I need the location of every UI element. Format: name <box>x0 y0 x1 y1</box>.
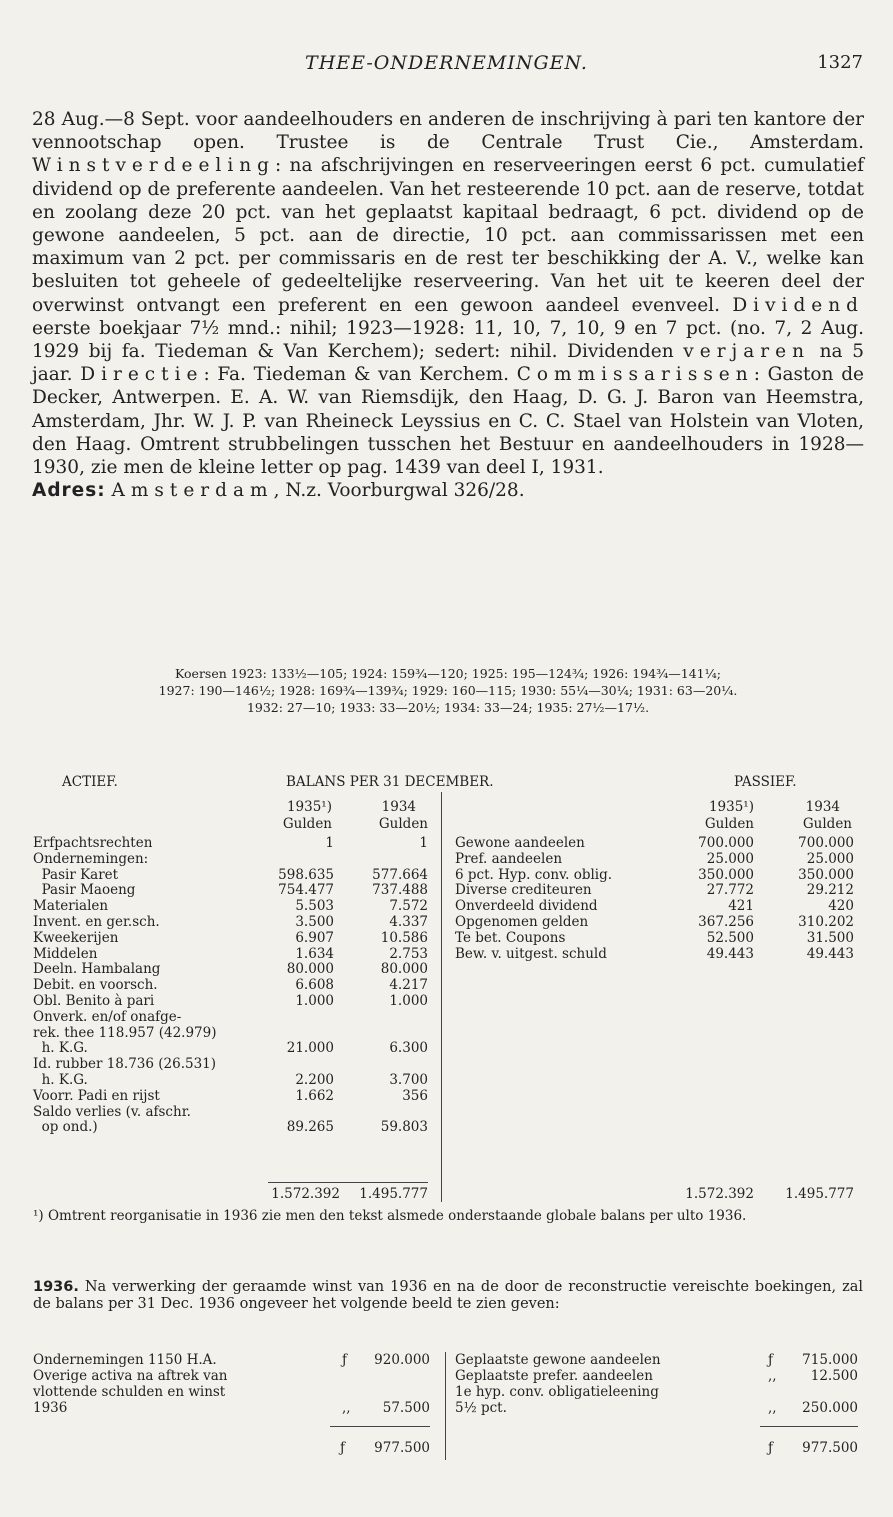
balance-1936-left-value: 57.500 <box>382 1400 430 1416</box>
winst-label: Winstverdeeling <box>32 155 276 177</box>
passief-row-1934: 350.000 <box>798 866 854 883</box>
actief-col2-unit: Gulden <box>378 816 428 832</box>
actief-row-1934: 80.000 <box>380 961 428 978</box>
actief-row-1935: 5.503 <box>295 898 334 915</box>
balance-1936-left-rule <box>330 1426 430 1427</box>
actief-row-label: Middelen <box>33 945 98 962</box>
adres-city: Amsterdam <box>111 480 274 502</box>
koersen-block <box>30 665 866 716</box>
passief-row-label: Bew. v. uitgest. schuld <box>455 945 607 962</box>
dividend-label: Dividend <box>732 294 864 316</box>
actief-row-label: Kweekerijen <box>33 929 119 946</box>
passief-total-1935: 1.572.392 <box>685 1186 754 1202</box>
actief-row-1935: 1.662 <box>295 1087 334 1104</box>
actief-row-label: Debit. en voorsch. <box>33 977 158 994</box>
passief-row-1935: 27.772 <box>706 882 754 899</box>
company-description <box>32 108 864 502</box>
actief-title: ACTIEF. <box>62 774 118 790</box>
commissarissen-label: Commissarissen <box>516 364 754 386</box>
koersen-line: 1927: 190—146½; 1928: 169¾—139¾; 1929: 160—115; 1930: 55¼—30¼; 1931: 63—20¼. <box>158 683 738 698</box>
passief-row-1934: 25.000 <box>806 850 854 867</box>
actief-row-1934: 3.700 <box>389 1072 428 1088</box>
actief-row-label: Erfpachtsrechten <box>33 835 153 851</box>
balance-1936-left-label: vlottende schulden en winst <box>33 1384 226 1400</box>
balance-1936-left-currency: ƒ <box>342 1352 347 1368</box>
passief-title: PASSIEF. <box>734 774 797 790</box>
actief-row-1934: 2.753 <box>389 945 428 962</box>
actief-row-1934: 7.572 <box>389 898 428 915</box>
intro-p6: : Gaston de Decker, Antwerpen. E. A. W. van Riemsdijk, den Haag, D. G. J. Baron van Heemstra, Amsterdam, Jhr. W. J. P. van Rheineck Leyssius en C. C. Stael van Holstein van Vloten, den Haag. Omtrent strubbelingen tusschen het Bestuur en aandeelhouders in 1928—1930, zie men de kleine letter op pag. 1439 van deel I, 1931. <box>32 364 864 479</box>
adres-label: Adres: <box>32 480 106 502</box>
passief-row-1935: 700.000 <box>698 835 754 851</box>
actief-row-1934: 59.803 <box>380 1119 428 1136</box>
balance-1936-right-value: 12.500 <box>810 1368 858 1384</box>
verjaren-label: verjaren <box>683 341 811 363</box>
actief-row-1935: 1 <box>325 835 334 851</box>
balance-1936-right-label: 1e hyp. conv. obligatieleening <box>455 1384 659 1400</box>
passief-col1-year: 1935¹) <box>708 799 754 815</box>
intro-p3: eerste boekjaar 7½ mnd.: nihil; 1923—1928: 11, 10, 7, 10, 9 en 7 pct. (no. 7, 2 Aug. 1929 bij fa. Tiedeman & Van Kerchem); sedert: nihil. Dividenden <box>32 317 864 363</box>
actief-row-label: rek. thee 118.957 (42.979) <box>33 1024 217 1041</box>
balance-1936-right-currency: ,, <box>768 1400 777 1416</box>
actief-row-label: Ondernemingen: <box>33 850 149 867</box>
passief-row-label: Opgenomen gelden <box>455 914 589 930</box>
balance-1936-right-label: Geplaatste gewone aandeelen <box>455 1352 661 1368</box>
passief-row-label: Gewone aandeelen <box>455 835 585 851</box>
intro-p4: na 5 jaar. <box>32 341 864 386</box>
balance-1936-right-currency: ,, <box>768 1368 777 1384</box>
balance-1936-right-value: 715.000 <box>802 1352 858 1368</box>
actief-row-1934: 4.337 <box>389 914 428 930</box>
year-1936: 1936. <box>33 1279 79 1295</box>
actief-row-label: Invent. en ger.sch. <box>33 914 160 930</box>
actief-row-1934: 1 <box>419 835 428 851</box>
page-header <box>0 52 893 82</box>
actief-row-label: Saldo verlies (v. afschr. <box>33 1103 191 1120</box>
actief-row-1935: 21.000 <box>286 1040 334 1057</box>
passief-row-1935: 421 <box>728 898 754 915</box>
passief-row-1935: 350.000 <box>698 866 754 883</box>
actief-row-1935: 89.265 <box>286 1119 334 1136</box>
actief-row-label: h. K.G. <box>33 1040 88 1057</box>
actief-row-1935: 2.200 <box>295 1072 334 1088</box>
balance-1936-right-total-currency: ƒ <box>768 1440 773 1456</box>
actief-row-1935: 598.635 <box>278 866 334 883</box>
passief-row-label: Te bet. Coupons <box>455 929 566 946</box>
actief-col2-year: 1934 <box>381 799 416 815</box>
balance-1936-right-rule <box>760 1426 858 1427</box>
balance-1936-left-currency: ,, <box>342 1400 351 1416</box>
balance-1936-right-total: 977.500 <box>802 1440 858 1456</box>
actief-row-1935: 6.907 <box>295 929 334 946</box>
actief-row-label: Deeln. Hambalang <box>33 961 161 978</box>
actief-col1-year: 1935¹) <box>286 799 332 815</box>
actief-row-label: h. K.G. <box>33 1072 88 1088</box>
actief-row-1935: 754.477 <box>278 882 334 899</box>
intro-p2: : na afschrijvingen en reserveeringen eerst 6 pct. cumulatief dividend op de preferente aandeelen. Van het resteerende 10 pct. aan de reserve, totdat en zoolang deze 20 pct. van het geplaatst kapitaal bedraagt, 6 pct. dividend op de gewone aandeelen, 5 pct. aan de directie, 10 pct. aan commissarissen met een maximum van 2 pct. per commissaris en de rest ter beschikking der A. V., welke kan besluiten tot geheele of gedeeltelijke reserveering. Van het uit te keeren deel der overwinst ontvangt een preferent en een gewoon aandeel evenveel. <box>32 155 864 316</box>
balance-title: BALANS PER 31 DECEMBER. <box>286 774 494 790</box>
passief-row-1934: 31.500 <box>806 929 854 946</box>
actief-row-1935: 80.000 <box>286 961 334 978</box>
intro-p5: : Fa. Tiedeman & van Kerchem. <box>203 364 509 386</box>
actief-row-1934: 4.217 <box>389 977 428 994</box>
actief-row-label: op ond.) <box>33 1119 98 1136</box>
running-title: THEE-ONDERNEMINGEN. <box>305 52 588 74</box>
actief-row-label: Id. rubber 18.736 (26.531) <box>33 1056 217 1073</box>
balance-center-rule <box>441 792 442 1202</box>
koersen-line: Koersen 1923: 133½—105; 1924: 159¾—120; 1925: 195—124¾; 1926: 194¾—141¼; <box>175 666 721 681</box>
passief-row-label: Pref. aandeelen <box>455 850 563 867</box>
passief-row-label: 6 pct. Hyp. conv. oblig. <box>455 866 613 883</box>
passief-row-1934: 310.202 <box>798 914 854 930</box>
balance-1936-right-label: 5½ pct. <box>455 1400 507 1416</box>
passief-col2-unit: Gulden <box>802 816 852 832</box>
balance-1936-left-label: 1936 <box>33 1400 68 1416</box>
paragraph-1936-text: Na verwerking der geraamde winst van 1936 en na de door de reconstructie vereischte boekingen, zal de balans per 31 Dec. 1936 ongeveer het volgende beeld te zien geven: <box>33 1279 863 1312</box>
actief-row-1934: 577.664 <box>372 866 428 883</box>
balance-1936-right-value: 250.000 <box>802 1400 858 1416</box>
passief-row-1934: 49.443 <box>806 945 854 962</box>
balance-1936-left-label: Ondernemingen 1150 H.A. <box>33 1352 217 1368</box>
balance-1936-left-total-currency: ƒ <box>340 1440 345 1456</box>
actief-row-1934: 6.300 <box>389 1040 428 1057</box>
balance-1936-left-total: 977.500 <box>374 1440 430 1456</box>
actief-row-label: Pasir Maoeng <box>33 882 136 899</box>
balance-1936-right-currency: ƒ <box>768 1352 773 1368</box>
passief-row-1935: 25.000 <box>706 850 754 867</box>
balance-1936-left-value: 920.000 <box>374 1352 430 1368</box>
adres-rest: , N.z. Voorburgwal 326/28. <box>273 480 525 502</box>
actief-row-1934: 356 <box>402 1087 428 1104</box>
actief-total-rule <box>268 1182 428 1183</box>
passief-row-label: Diverse crediteuren <box>455 882 592 899</box>
passief-col2-year: 1934 <box>805 799 840 815</box>
actief-row-label: Onverk. en/of onafge- <box>33 1008 182 1025</box>
passief-row-1934: 29.212 <box>806 882 854 899</box>
actief-total-1935: 1.572.392 <box>271 1186 340 1202</box>
actief-row-1935: 1.000 <box>295 993 334 1009</box>
passief-row-1935: 52.500 <box>706 929 754 946</box>
passief-row-1934: 700.000 <box>798 835 854 851</box>
passief-row-label: Onverdeeld dividend <box>455 898 598 915</box>
intro-p1: 28 Aug.—8 Sept. voor aandeelhouders en anderen de inschrijving à pari ten kantore der vennootschap open. Trustee is de Centrale Trust Cie., Amsterdam. <box>32 109 864 154</box>
balance-1936-left-label: Overige activa na aftrek van <box>33 1368 228 1384</box>
balance-1936-rule <box>445 1352 446 1460</box>
actief-row-label: Obl. Benito à pari <box>33 993 155 1009</box>
koersen-line: 1932: 27—10; 1933: 33—20½; 1934: 33—24; 1935: 27½—17½. <box>246 700 650 715</box>
actief-row-1934: 1.000 <box>389 993 428 1009</box>
balance-1936-right-label: Geplaatste prefer. aandeelen <box>455 1368 653 1384</box>
actief-row-1934: 10.586 <box>380 929 428 946</box>
actief-row-label: Materialen <box>33 898 109 915</box>
passief-row-1934: 420 <box>828 898 854 915</box>
actief-row-1935: 6.608 <box>295 977 334 994</box>
paragraph-1936 <box>33 1279 863 1313</box>
actief-total-1934: 1.495.777 <box>359 1186 428 1202</box>
passief-total-1934: 1.495.777 <box>785 1186 854 1202</box>
actief-row-1935: 3.500 <box>295 914 334 930</box>
page-number: 1327 <box>817 52 863 73</box>
actief-row-label: Pasir Karet <box>33 866 119 883</box>
actief-col1-unit: Gulden <box>282 816 332 832</box>
passief-row-1935: 49.443 <box>706 945 754 962</box>
passief-row-1935: 367.256 <box>698 914 754 930</box>
actief-row-1935: 1.634 <box>295 945 334 962</box>
actief-row-label: Voorr. Padi en rijst <box>33 1087 160 1104</box>
footnote: ¹) Omtrent reorganisatie in 1936 zie men den tekst alsmede onderstaande globale balans per ulto 1936. <box>33 1208 747 1224</box>
directie-label: Directie <box>80 364 204 386</box>
passief-col1-unit: Gulden <box>704 816 754 832</box>
actief-row-1934: 737.488 <box>372 882 428 899</box>
